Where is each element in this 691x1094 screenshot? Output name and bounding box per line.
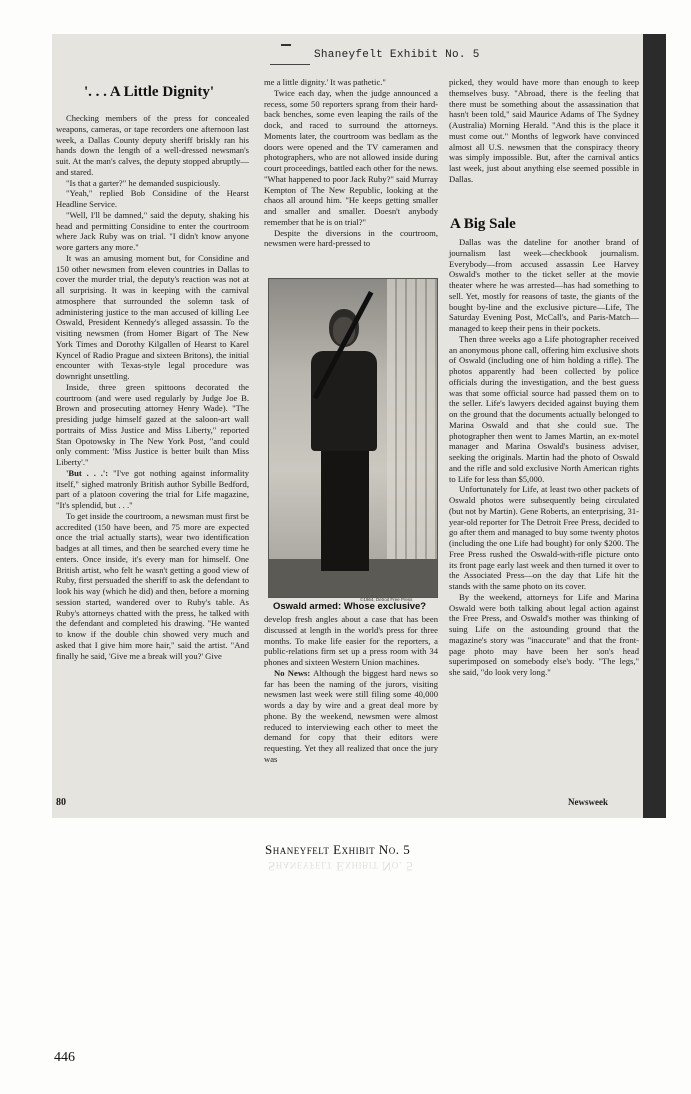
photo-credit: ©1964, Detroit Free Press <box>360 597 413 602</box>
paragraph: Twice each day, when the judge announced a recess, some 50 reporters sprang from their hard-back benches, some even leaping the rails of the dock, and raced to surround the attorneys. Moments later, the courtroom was bedlam as the doors were opened and the TV cameramen and photographers, who are not allowed inside during court proceedings, battled each other for the news. "What happened to poor Jack Ruby?" said Murray Kempton of The New Republic, looking at the chaos all around him. "He keeps getting smaller and smaller and smaller. Doesn't anybody remember that he is on trial?" <box>264 87 438 227</box>
article-headline-big-sale: A Big Sale <box>450 216 516 232</box>
run-in-heading: No News: <box>274 667 311 678</box>
column-1 <box>56 113 249 661</box>
paragraph: develop fresh angles about a case that has been discussed at length in the world's press for three months. To make life easier for the reporters, a public-relations firm set up a press room with 34 phones and sixteen Western Union machines. <box>264 614 438 667</box>
clipping-edge-bar <box>643 34 666 818</box>
run-in-heading: 'But . . .': <box>66 467 109 478</box>
photo-caption: Oswald armed: Whose exclusive? <box>273 601 427 612</box>
document-page-number: 446 <box>54 1050 75 1065</box>
photo-figure-legs <box>321 447 369 571</box>
photo-fence <box>387 279 437 597</box>
column-2-top <box>264 77 438 249</box>
column-2-bottom <box>264 614 438 765</box>
header-rule <box>270 64 310 65</box>
column-3-bottom <box>449 237 639 678</box>
paragraph: Checking members of the press for concealed weapons, cameras, or tape recorders one afternoon last week, a Dallas County deputy sheriff briskly ran his hands down the length of a well-dressed newsman's suit. At the man's calves, the deputy stopped abruptly—and stared. <box>56 113 249 177</box>
paragraph-text: "I've got nothing against informality itself," sighed matronly British author Sybille Bedford, part of a platoon covering the trial for Life magazine, "It's splendid, but . . ." <box>56 467 249 510</box>
paragraph: Despite the diversions in the courtroom, newsmen were hard-pressed to <box>264 227 438 249</box>
photo-figure-body <box>311 351 377 451</box>
paragraph: "Yeah," replied Bob Considine of the Hearst Headline Service. <box>56 188 249 209</box>
column-3-top <box>449 77 639 185</box>
paragraph <box>56 468 249 511</box>
exhibit-label-bottom: Shaneyfelt Exhibit No. 5 <box>265 842 411 857</box>
paragraph: By the weekend, attorneys for Life and Marina Oswald were both talking about legal action against the Free Press, and Oswald's mother was thinking of suing Life on the astounding ground that the magazine's story was "inaccurate" and that the front-page photo may have been her son's head superimposed on somebody else's body. "The legs," she said, "do look very long." <box>449 591 639 677</box>
paragraph: me a little dignity.' It was pathetic." <box>264 77 386 87</box>
article-headline-dignity: '. . . A Little Dignity' <box>84 84 215 100</box>
paragraph: "Is that a garter?" he demanded suspiciously. <box>66 177 221 188</box>
magazine-name: Newsweek <box>568 797 608 807</box>
paragraph: Then three weeks ago a Life photographer received an anonymous phone call, offering him exclusive shots of Oswald (including one of him holding a rifle). The photos apparently had been collected by police officials during the investigation, and the best guess was that some official source had passed them on to the seller. Life's lawyers decided against buying them on the ground that the documents actually belonged to Marina Oswald and that she could sue. The photographer then went to James Martin, an ex-motel manager and Marina Oswald's business adviser, seeking the originals. Martin had the photo of Oswald and the rifle and sold exclusive North American rights to Life for less than $5,000. <box>449 333 639 484</box>
paragraph: Inside, three green spittoons decorated the courtroom (and were used regularly by Judge Joe B. Brown and prosecuting attorney Henry Wade). "The presiding judge himself gazed at the saloon-art wall portraits of Miss Justice and Miss Liberty," reported Stan Opotowsky in The New York Post, "and could only comment: 'Miss Justice is better built than Miss Liberty'." <box>56 381 249 467</box>
paragraph: "Well, I'll be damned," said the deputy, shaking his head and permitting Considine to enter the courtroom where Jack Ruby was on trial. "I didn't know anyone wore garters any more." <box>56 209 249 252</box>
magazine-page-number: 80 <box>56 797 66 808</box>
paragraph: It was an amusing moment but, for Considine and 150 other newsmen from eleven countries in Dallas to cover the murder trial, the deputy's reaction was not at all surprising. It was in keeping with the carnival atmosphere that surrounded the solemn task of administering justice to the man accused of killing Lee Oswald, President Kennedy's alleged assassin. To the visiting newsmen (from Homer Bigart of The New York Times and Dorothy Kilgallen of Hearst to Karel Kyncel of Radio Prague and sixteen Britons), the initial encounter with Texas-style legal procedure was downright unsettling. <box>56 252 249 381</box>
paragraph: Dallas was the dateline for another brand of journalism last week—checkbook journalism. Everybody—from accused assassin Lee Harvey Oswald's mother to the ticket seller at the movie theater where he was arrested—has had something to sell. Yet, mostly for reasons of taste, the giants of the bought by-line and the exclusive picture—Life, The Saturday Evening Post, McCall's, and Paris-Match—managed to keep their pens in their pockets. <box>449 237 639 333</box>
exhibit-label-top: Shaneyfelt Exhibit No. 5 <box>314 49 480 61</box>
paragraph: picked, they would have more than enough to keep themselves busy. "Abroad, there is the feeling that there must be something about the assassination that hasn't been told," said Maurice Adams of The Sydney (Australia) Morning Herald. "And this is the place it must come out." Months of legwork have convinced almost all U.S. newsmen that the conspiracy theory was simply impossible. But, after the carnival antics last week, just about anything else seemed possible in Dallas. <box>449 77 639 184</box>
paragraph <box>264 668 438 765</box>
oswald-rifle-photo <box>268 278 438 598</box>
paragraph: To get inside the courtroom, a newsman must first be accredited (150 have been, and 75 more are expected once the trial actually starts), wear two identification badges at all times, and then be searched every time he enters. Once inside, it's every man for himself. One British artist, who felt he wasn't getting a good view of Ruby, first persuaded the sheriff to ask the defendant to look his way (which he did) and then, before a morning session started, wandered over to Ruby's table. As Ruby's attorneys chatted with the press, he talked with the defendant and completed his drawing. "He wanted to know if the double chin showed very much and asked that I give him more hair," said the artist. "And finally he said, 'Give me a break will you?' Give <box>56 510 249 661</box>
paragraph: Unfortunately for Life, at least two other packets of Oswald photos were subsequently being circulated (but not by Martin). Gene Roberts, an enterprising, 31-year-old reporter for The Detroit Free Press, decided to go after them and managed to buy some twenty photos (including the one Life had bought) for only $200. The Free Press rushed the Oswald-with-rifle picture onto its front page early last week and then turned it over to the Associated Press—on the day that Life hit the stands with the same photo on its cover. <box>449 484 639 591</box>
top-mark <box>281 44 291 46</box>
paragraph-text: Although the biggest hard news so far has been the naming of the jurors, visiting newsmen last week were still filing some 40,000 words a day by wire and a great deal more by phone. By the weekend, newsmen were almost reduced to interviewing each other to meet the demand for copy that their editors were requesting. Yet they all realized that once the jury was <box>264 667 438 764</box>
exhibit-label-bleedthrough: Shaneyfelt Exhibit No. 5 <box>268 859 414 874</box>
